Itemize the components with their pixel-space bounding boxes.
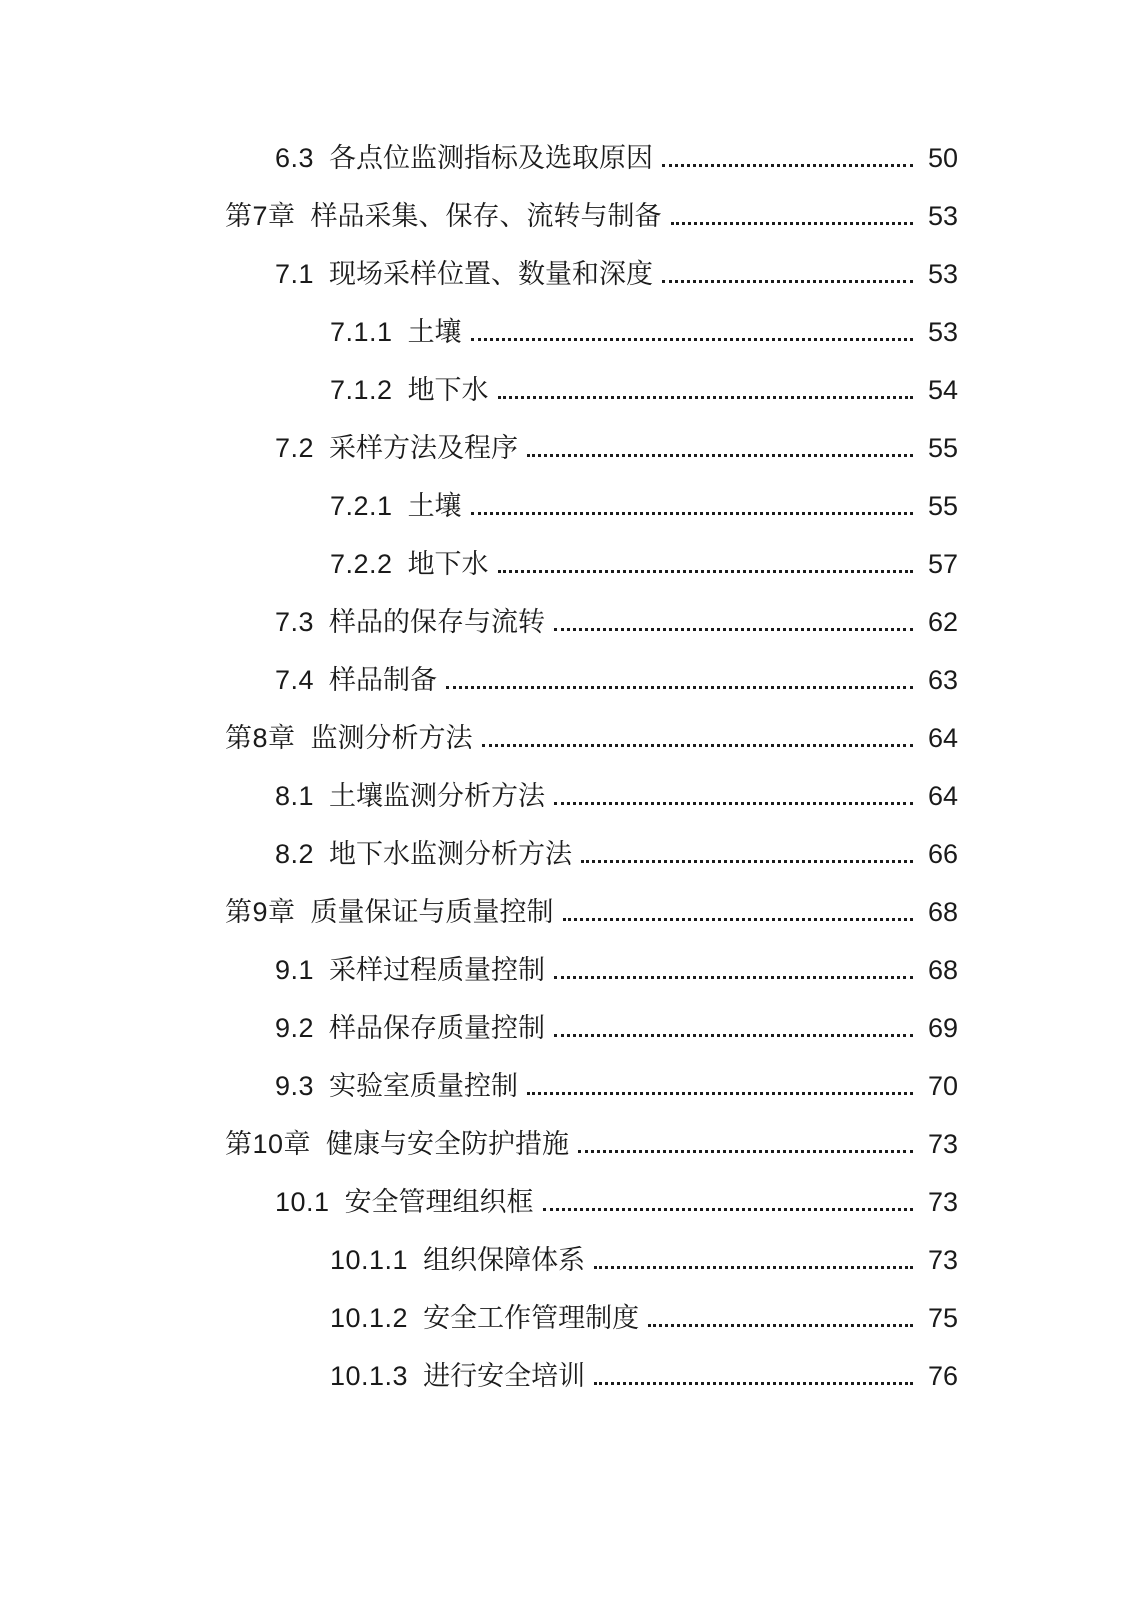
toc-row[interactable]	[225, 348, 958, 406]
toc-entry-number: 7.1.2	[330, 374, 393, 405]
dot-leader	[671, 222, 913, 225]
toc-page-number: 75	[927, 1302, 958, 1333]
toc-row[interactable]	[225, 986, 958, 1044]
toc-entry-number: 7.3	[275, 606, 315, 637]
toc-page-number: 55	[927, 432, 958, 463]
toc-entry-title: 地下水监测分析方法	[329, 838, 573, 869]
toc-entry-title: 样品采集、保存、流转与制备	[310, 200, 662, 231]
toc-entry-number: 10.1	[275, 1186, 330, 1217]
dot-leader	[554, 1034, 913, 1037]
toc-entry-title: 监测分析方法	[310, 722, 473, 753]
toc-row[interactable]	[225, 522, 958, 580]
toc-page-number: 62	[927, 606, 958, 637]
toc-row[interactable]	[225, 1334, 958, 1392]
toc-page-number: 63	[927, 664, 958, 695]
toc-entry-number: 10.1.2	[330, 1302, 409, 1333]
toc-list	[225, 116, 958, 1392]
toc-row[interactable]	[225, 406, 958, 464]
dot-leader	[498, 570, 913, 573]
toc-row[interactable]	[225, 290, 958, 348]
toc-entry-title: 采样过程质量控制	[329, 954, 546, 985]
dot-leader	[594, 1382, 913, 1385]
dot-leader	[554, 976, 913, 979]
toc-entry-number: 9.2	[275, 1012, 315, 1043]
toc-entry-title: 实验室质量控制	[329, 1070, 519, 1101]
toc-page-number: 50	[927, 142, 958, 173]
toc-entry-number: 第7章	[225, 200, 296, 231]
toc-entry-title: 地下水	[407, 548, 489, 579]
toc-page-number: 73	[927, 1128, 958, 1159]
toc-entry-title: 现场采样位置、数量和深度	[329, 258, 654, 289]
toc-entry-title: 土壤	[407, 316, 462, 347]
toc-page-number: 66	[927, 838, 958, 869]
toc-entry-title: 样品保存质量控制	[329, 1012, 546, 1043]
toc-row[interactable]	[225, 174, 958, 232]
dot-leader	[662, 164, 913, 167]
dot-leader	[446, 686, 913, 689]
toc-row[interactable]	[225, 116, 958, 174]
toc-page-number: 53	[927, 200, 958, 231]
toc-row[interactable]	[225, 928, 958, 986]
toc-entry-number: 第10章	[225, 1128, 312, 1159]
toc-page-number: 68	[927, 954, 958, 985]
toc-entry-number: 6.3	[275, 142, 315, 173]
toc-entry-title: 进行安全培训	[423, 1360, 586, 1391]
toc-row[interactable]	[225, 812, 958, 870]
dot-leader	[554, 802, 913, 805]
toc-row[interactable]	[225, 1276, 958, 1334]
toc-row[interactable]	[225, 232, 958, 290]
toc-entry-title: 样品的保存与流转	[329, 606, 546, 637]
toc-entry-title: 安全工作管理制度	[423, 1302, 640, 1333]
toc-entry-number: 8.1	[275, 780, 315, 811]
toc-entry-title: 土壤监测分析方法	[329, 780, 546, 811]
toc-entry-title: 地下水	[407, 374, 489, 405]
dot-leader	[581, 860, 913, 863]
dot-leader	[527, 1092, 913, 1095]
dot-leader	[648, 1324, 913, 1327]
toc-entry-number: 第8章	[225, 722, 296, 753]
toc-page-number: 64	[927, 780, 958, 811]
toc-page-number: 57	[927, 548, 958, 579]
toc-entry-number: 7.2.2	[330, 548, 393, 579]
dot-leader	[594, 1266, 913, 1269]
toc-entry-number: 7.1.1	[330, 316, 393, 347]
dot-leader	[543, 1208, 913, 1211]
toc-row[interactable]	[225, 870, 958, 928]
toc-entry-number: 7.2.1	[330, 490, 393, 521]
toc-entry-number: 9.1	[275, 954, 315, 985]
dot-leader	[471, 512, 913, 515]
toc-page-number: 76	[927, 1360, 958, 1391]
toc-entry-title: 采样方法及程序	[329, 432, 519, 463]
toc-entry-number: 7.1	[275, 258, 315, 289]
toc-page-number: 69	[927, 1012, 958, 1043]
toc-row[interactable]	[225, 638, 958, 696]
dot-leader	[527, 454, 913, 457]
toc-row[interactable]	[225, 1218, 958, 1276]
toc-page-number: 55	[927, 490, 958, 521]
toc-entry-title: 质量保证与质量控制	[310, 896, 554, 927]
toc-entry-number: 第9章	[225, 896, 296, 927]
toc-row[interactable]	[225, 1102, 958, 1160]
toc-page-number: 64	[927, 722, 958, 753]
toc-entry-number: 8.2	[275, 838, 315, 869]
toc-entry-title: 健康与安全防护措施	[326, 1128, 570, 1159]
toc-page-number: 53	[927, 258, 958, 289]
toc-row[interactable]	[225, 1160, 958, 1218]
toc-entry-number: 10.1.1	[330, 1244, 409, 1275]
toc-entry-number: 7.4	[275, 664, 315, 695]
toc-page-number: 73	[927, 1244, 958, 1275]
toc-page-number: 68	[927, 896, 958, 927]
toc-entry-number: 10.1.3	[330, 1360, 409, 1391]
toc-entry-title: 土壤	[407, 490, 462, 521]
toc-row[interactable]	[225, 696, 958, 754]
dot-leader	[482, 744, 913, 747]
toc-page-number: 53	[927, 316, 958, 347]
toc-entry-title: 安全管理组织框	[344, 1186, 534, 1217]
dot-leader	[662, 280, 913, 283]
toc-row[interactable]	[225, 580, 958, 638]
dot-leader	[554, 628, 913, 631]
toc-row[interactable]	[225, 754, 958, 812]
toc-page-number: 54	[927, 374, 958, 405]
toc-entry-number: 9.3	[275, 1070, 315, 1101]
toc-row[interactable]	[225, 464, 958, 522]
dot-leader	[563, 918, 913, 921]
dot-leader	[471, 338, 913, 341]
dot-leader	[578, 1150, 913, 1153]
toc-row[interactable]	[225, 1044, 958, 1102]
toc-entry-title: 样品制备	[329, 664, 438, 695]
toc-entry-title: 组织保障体系	[423, 1244, 586, 1275]
toc-page-number: 73	[927, 1186, 958, 1217]
dot-leader	[498, 396, 913, 399]
toc-page-number: 70	[927, 1070, 958, 1101]
toc-entry-number: 7.2	[275, 432, 315, 463]
toc-entry-title: 各点位监测指标及选取原因	[329, 142, 654, 173]
